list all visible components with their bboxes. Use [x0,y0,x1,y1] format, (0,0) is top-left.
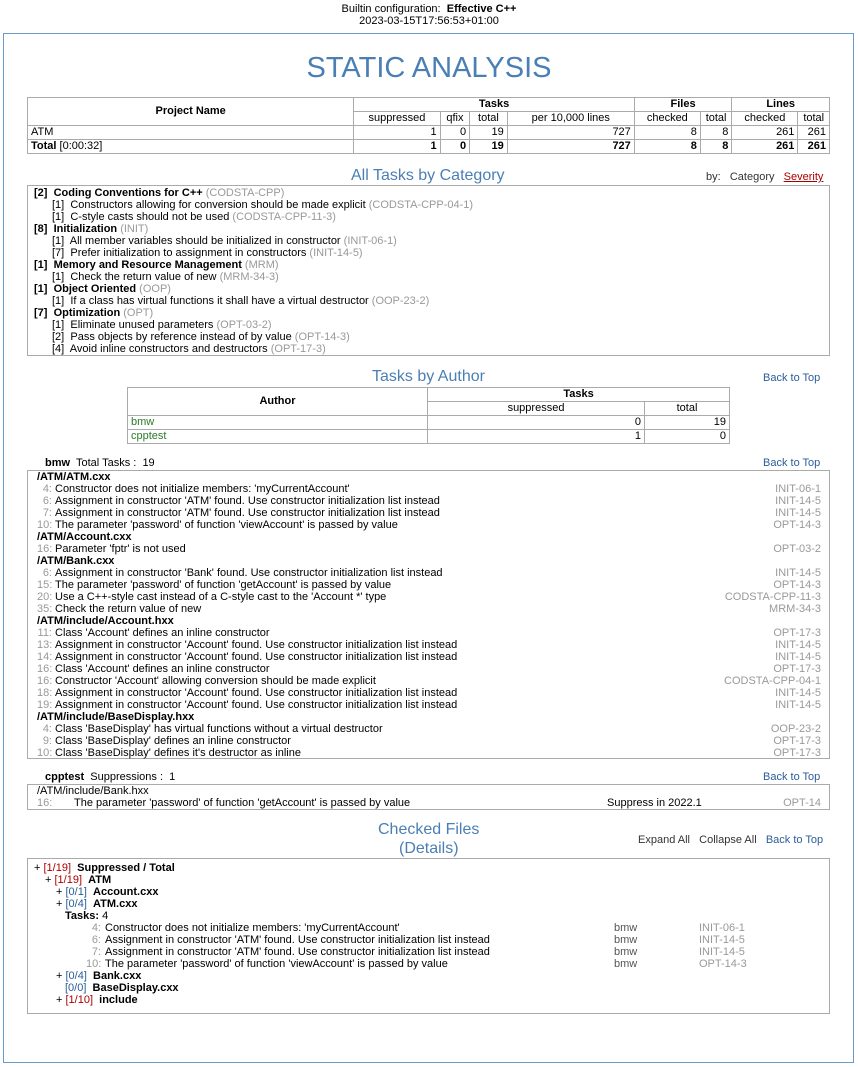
category-code: (MRM) [244,259,279,271]
author-tasks-header: Tasks [428,388,730,402]
table-cell: 19 [470,126,508,140]
report-header [0,0,858,30]
rule-code: (INIT-14-5) [309,247,363,259]
task-message: Constructor does not initialize members: 'myCurrentAccount' [105,922,400,934]
tree-node-basedisplay[interactable] [34,982,823,994]
config-name: Effective C++ [446,3,517,15]
tree-node-bank[interactable] [34,970,823,982]
sort-category-option[interactable]: Category [729,171,775,183]
node-count: [0/4] [65,970,87,982]
line-number: 19: [37,699,53,711]
table-cell: 727 [507,126,634,140]
table-cell: 261 [798,126,830,140]
task-row[interactable] [37,639,821,651]
col-suppressed: suppressed [354,112,440,126]
rule-text: Pass objects by reference instead of by value [70,331,292,343]
task-row[interactable] [37,699,821,711]
task-author: bmw [614,934,638,946]
task-message: Assignment in constructor 'ATM' found. Use constructor initialization list instead [55,507,440,519]
node-label: ATM [88,874,112,886]
line-number: 16: [37,663,53,675]
task-message: Assignment in constructor 'Account' found. Use constructor initialization list instead [55,687,458,699]
tree-task-row[interactable] [34,946,823,958]
file-path: /ATM/ATM.cxx [37,471,111,483]
project-name-header: Project Name [28,98,354,126]
col-suppressed: suppressed [428,402,645,416]
rule-code: (CODSTA-CPP-11-3) [232,211,336,223]
node-label: Suppressed / Total [77,862,175,874]
rule-id: INIT-14-5 [775,639,821,651]
task-row[interactable] [37,495,821,507]
rule-text: Prefer initialization to assignment in constructors [70,247,307,259]
rule-id: OPT-17-3 [773,747,821,759]
section-count: 1 [169,771,176,783]
tree-task-row[interactable] [34,922,823,934]
line-number: 4: [42,723,52,735]
task-row[interactable] [37,687,821,699]
suppression-text: Suppress in 2022.1 [607,797,702,809]
category-code: (OOP) [139,283,171,295]
task-row[interactable] [37,747,821,759]
table-cell: 0 [440,140,469,154]
category-code: (OPT) [123,307,154,319]
task-message: Check the return value of new [55,603,202,615]
table-cell: 261 [732,140,798,154]
category-heading: All Tasks by Category [351,167,505,184]
col-total: total [645,402,730,416]
rule-item [34,331,823,343]
author-name[interactable]: cpptest [128,430,428,444]
rule-text: Eliminate unused parameters [70,319,214,331]
expand-toggle[interactable]: + [56,994,63,1006]
files-header: Files [634,98,732,112]
file-path: /ATM/include/Account.hxx [37,615,174,627]
section-author: cpptest [45,771,85,783]
line-number: 13: [37,639,53,651]
tree-node-atm-cxx[interactable] [34,898,823,910]
tree-node-atm[interactable] [34,874,823,886]
table-cell: 1 [428,430,645,444]
col-per-10000: per 10,000 lines [507,112,634,126]
task-row[interactable] [37,579,821,591]
collapse-all-link[interactable]: Collapse All [699,834,757,846]
node-count: [1/19] [54,874,83,886]
checked-files-heading: Checked Files [378,821,480,838]
category-code: (CODSTA-CPP) [205,187,285,199]
line-number: 16: [37,797,53,809]
suppression-row[interactable] [37,797,821,809]
category-name: Optimization [53,307,121,319]
total-label: Total [31,140,57,152]
node-label: Bank.cxx [93,970,142,982]
line-number: 15: [37,579,53,591]
table-cell: 19 [645,416,730,430]
lines-header: Lines [732,98,830,112]
rule-id: INIT-14-5 [775,651,821,663]
task-message: Parameter 'fptr' is not used [55,543,186,555]
category-count: [7] [34,307,48,319]
line-number: 4: [91,922,101,934]
task-message: The parameter 'password' of function 'viewAccount' is passed by value [55,519,398,531]
rule-id: INIT-06-1 [699,922,745,934]
line-number: 7: [91,946,101,958]
task-message: Constructor 'Account' allowing conversion should be made explicit [55,675,376,687]
line-number: 18: [37,687,53,699]
table-cell: 19 [470,140,508,154]
task-row[interactable] [37,483,821,495]
expand-toggle[interactable]: + [34,862,41,874]
bmw-section-header [45,457,155,469]
node-label: BaseDisplay.cxx [92,982,179,994]
rule-id: INIT-14-5 [775,567,821,579]
category-list [27,185,830,356]
node-count: [1/19] [43,862,72,874]
rule-text: If a class has virtual functions it shall have a virtual destructor [70,295,369,307]
rule-id: OPT-17-3 [773,627,821,639]
rule-code: (OPT-14-3) [294,331,350,343]
tree-node-include[interactable] [34,994,823,1006]
task-row[interactable] [37,735,821,747]
tree-controls [638,834,823,846]
table-cell: 0 [428,416,645,430]
category-name: Initialization [53,223,118,235]
report-timestamp: 2023-03-15T17:56:53+01:00 [359,15,499,27]
rule-id: OPT-03-2 [773,543,821,555]
rule-id: CODSTA-CPP-04-1 [724,675,821,687]
rule-code: (OPT-17-3) [270,343,326,355]
author-heading: Tasks by Author [372,368,485,385]
rule-id: INIT-06-1 [775,483,821,495]
task-row[interactable] [37,507,821,519]
cpptest-suppression-list [27,784,830,810]
rule-count: [7] [52,247,65,259]
rule-item [34,247,823,259]
rule-code: (OPT-03-2) [216,319,272,331]
line-number: 7: [42,507,52,519]
total-label-cell [28,140,354,154]
expand-toggle[interactable]: + [45,874,52,886]
node-label: include [99,994,138,1006]
line-number: 9: [42,735,52,747]
line-number: 10: [37,519,53,531]
task-message: The parameter 'password' of function 'viewAccount' is passed by value [105,958,448,970]
tasks-count: 4 [102,910,109,922]
back-to-top-link[interactable]: Back to Top [763,771,821,783]
back-to-top-link[interactable]: Back to Top [765,834,824,846]
task-row[interactable] [37,567,821,579]
task-author: bmw [614,958,638,970]
category-name: Memory and Resource Management [53,259,242,271]
rule-count: [1] [52,199,65,211]
rule-id: INIT-14-5 [775,507,821,519]
rule-id: OOP-23-2 [770,723,821,735]
table-row [128,416,730,430]
rule-count: [2] [52,331,65,343]
rule-count: [1] [52,211,65,223]
project-name: ATM [28,126,354,140]
rule-id: INIT-14-5 [775,699,821,711]
sort-by-label: by: [706,171,721,183]
rule-id: OPT-14-3 [699,958,747,970]
tree-node-account[interactable] [34,886,823,898]
task-author: bmw [614,946,638,958]
task-row[interactable] [37,519,821,531]
task-message: Class 'Account' defines an inline constructor [55,663,270,675]
category-item [34,307,823,319]
table-cell: 8 [700,126,732,140]
file-path: /ATM/include/Bank.hxx [37,785,149,797]
rule-code: (INIT-06-1) [343,235,397,247]
expand-all-link[interactable]: Expand All [638,834,690,846]
rule-text: All member variables should be initialized in constructor [69,235,341,247]
task-message: Assignment in constructor 'Bank' found. Use constructor initialization list instead [55,567,443,579]
rule-count: [1] [52,271,65,283]
table-cell: 8 [634,126,700,140]
expand-toggle[interactable]: + [56,970,63,982]
file-path: /ATM/include/BaseDisplay.hxx [37,711,195,723]
category-name: Coding Conventions for C++ [53,187,203,199]
rule-item [34,199,823,211]
task-row[interactable] [37,675,821,687]
author-name[interactable]: bmw [128,416,428,430]
task-message: Class 'BaseDisplay' defines an inline constructor [55,735,291,747]
category-count: [1] [34,283,48,295]
file-path: /ATM/Account.cxx [37,531,132,543]
cpptest-section-header [45,771,175,783]
category-count: [2] [34,187,48,199]
line-number: 4: [42,483,52,495]
rule-id: OPT-14-3 [773,519,821,531]
line-number: 6: [42,567,52,579]
col-files-total: total [700,112,732,126]
rule-id: OPT-14-3 [773,579,821,591]
back-to-top-link[interactable]: Back to Top [763,372,821,384]
rule-id: OPT-17-3 [773,663,821,675]
table-cell: 8 [700,140,732,154]
rule-code: (CODSTA-CPP-04-1) [368,199,474,211]
rule-text: Avoid inline constructors and destructors [69,343,268,355]
category-item [34,283,823,295]
col-qfix: qfix [440,112,469,126]
rule-item [34,235,823,247]
line-number: 35: [37,603,53,615]
task-row[interactable] [37,543,821,555]
node-count: [0/0] [65,982,87,994]
table-cell: 0 [440,126,469,140]
line-number: 20: [37,591,53,603]
table-cell: 261 [798,140,830,154]
rule-id: MRM-34-3 [769,603,821,615]
total-time: [0:00:32] [59,140,103,152]
total-row [28,140,830,154]
rule-item [34,295,823,307]
rule-text: C-style casts should not be used [70,211,230,223]
rule-id: INIT-14-5 [775,687,821,699]
col-files-checked: checked [634,112,700,126]
task-message: The parameter 'password' of function 'getAccount' is passed by value [55,579,392,591]
config-label: Builtin configuration: [341,3,441,15]
file-tree [27,858,830,1014]
summary-table [27,97,830,154]
table-cell: 0 [645,430,730,444]
rule-text: Constructors allowing for conversion should be made explicit [70,199,366,211]
section-author: bmw [45,457,71,469]
category-count: [8] [34,223,48,235]
node-count: [1/10] [65,994,94,1006]
line-number: 16: [37,675,53,687]
bmw-task-list [27,470,830,759]
page-title: STATIC ANALYSIS [306,52,552,84]
sort-options [706,171,823,183]
line-number: 6: [42,495,52,507]
line-number: 16: [37,543,53,555]
tree-task-row[interactable] [34,958,823,970]
rule-id: OPT-17-3 [773,735,821,747]
rule-id: INIT-14-5 [699,946,745,958]
tasks-header: Tasks [354,98,635,112]
task-message: Assignment in constructor 'ATM' found. Use constructor initialization list instead [105,946,490,958]
table-cell: 1 [354,126,440,140]
category-item [34,259,823,271]
rule-id: INIT-14-5 [775,495,821,507]
table-cell: 727 [507,140,634,154]
rule-text: Check the return value of new [70,271,217,283]
category-name: Object Oriented [53,283,137,295]
line-number: 11: [37,627,52,639]
task-message: Constructor does not initialize members: 'myCurrentAccount' [55,483,350,495]
tree-node-root[interactable] [34,862,823,874]
task-message: Assignment in constructor 'ATM' found. Use constructor initialization list instead [105,934,490,946]
task-message: Class 'BaseDisplay' has virtual functions without a virtual destructor [55,723,383,735]
line-number: 10: [86,958,102,970]
task-message: Use a C++-style cast instead of a C-style cast to the 'Account *' type [55,591,387,603]
task-row[interactable] [37,651,821,663]
task-message: The parameter 'password' of function 'getAccount' is passed by value [74,797,411,809]
col-lines-checked: checked [732,112,798,126]
line-number: 10: [37,747,53,759]
node-count: [0/1] [65,886,87,898]
category-item [34,223,823,235]
tasks-label: Tasks: [65,910,100,922]
task-message: Assignment in constructor 'Account' found. Use constructor initialization list instead [55,639,458,651]
rule-count: [1] [52,235,65,247]
rule-count: [4] [52,343,65,355]
col-total: total [470,112,508,126]
node-label: Account.cxx [93,886,159,898]
category-count: [1] [34,259,48,271]
task-message: Assignment in constructor 'Account' found. Use constructor initialization list instead [55,699,458,711]
node-count: [0/4] [65,898,87,910]
rule-count: [1] [52,319,65,331]
task-message: Assignment in constructor 'Account' found. Use constructor initialization list instead [55,651,458,663]
rule-count: [1] [52,295,65,307]
file-path: /ATM/Bank.cxx [37,555,115,567]
rule-item [34,271,823,283]
table-row [128,430,730,444]
table-row [28,126,830,140]
section-label: Suppressions : [90,771,164,783]
section-label: Total Tasks : [75,457,137,469]
rule-code: (MRM-34-3) [219,271,279,283]
task-row[interactable] [37,663,821,675]
node-label: ATM.cxx [93,898,138,910]
expand-toggle[interactable]: + [56,898,63,910]
task-author: bmw [614,922,638,934]
sort-severity-link[interactable]: Severity [783,171,824,183]
rule-item [34,319,823,331]
table-cell: 1 [354,140,440,154]
checked-files-subheading: (Details) [399,840,459,857]
rule-code: (OOP-23-2) [371,295,430,307]
col-lines-total: total [798,112,830,126]
rule-id: OPT-14 [783,797,821,809]
author-header: Author [128,388,428,416]
task-message: Class 'Account' defines an inline constructor [55,627,270,639]
line-number: 14: [37,651,53,663]
rule-id: INIT-14-5 [699,934,745,946]
task-row[interactable] [37,723,821,735]
line-number: 6: [91,934,101,946]
rule-item [34,343,823,355]
task-row[interactable] [37,591,821,603]
tasks-summary [34,910,823,922]
table-cell: 8 [634,140,700,154]
expand-toggle[interactable]: + [56,886,63,898]
tree-task-row[interactable] [34,934,823,946]
table-cell: 261 [732,126,798,140]
task-message: Assignment in constructor 'ATM' found. Use constructor initialization list instead [55,495,440,507]
task-row[interactable] [37,627,821,639]
author-table [127,387,730,444]
category-item [34,187,823,199]
task-row[interactable] [37,603,821,615]
rule-id: CODSTA-CPP-11-3 [724,591,821,603]
category-code: (INIT) [120,223,149,235]
rule-item [34,211,823,223]
section-count: 19 [142,457,155,469]
back-to-top-link[interactable]: Back to Top [763,457,821,469]
task-message: Class 'BaseDisplay' defines it's destructor as inline [55,747,301,759]
